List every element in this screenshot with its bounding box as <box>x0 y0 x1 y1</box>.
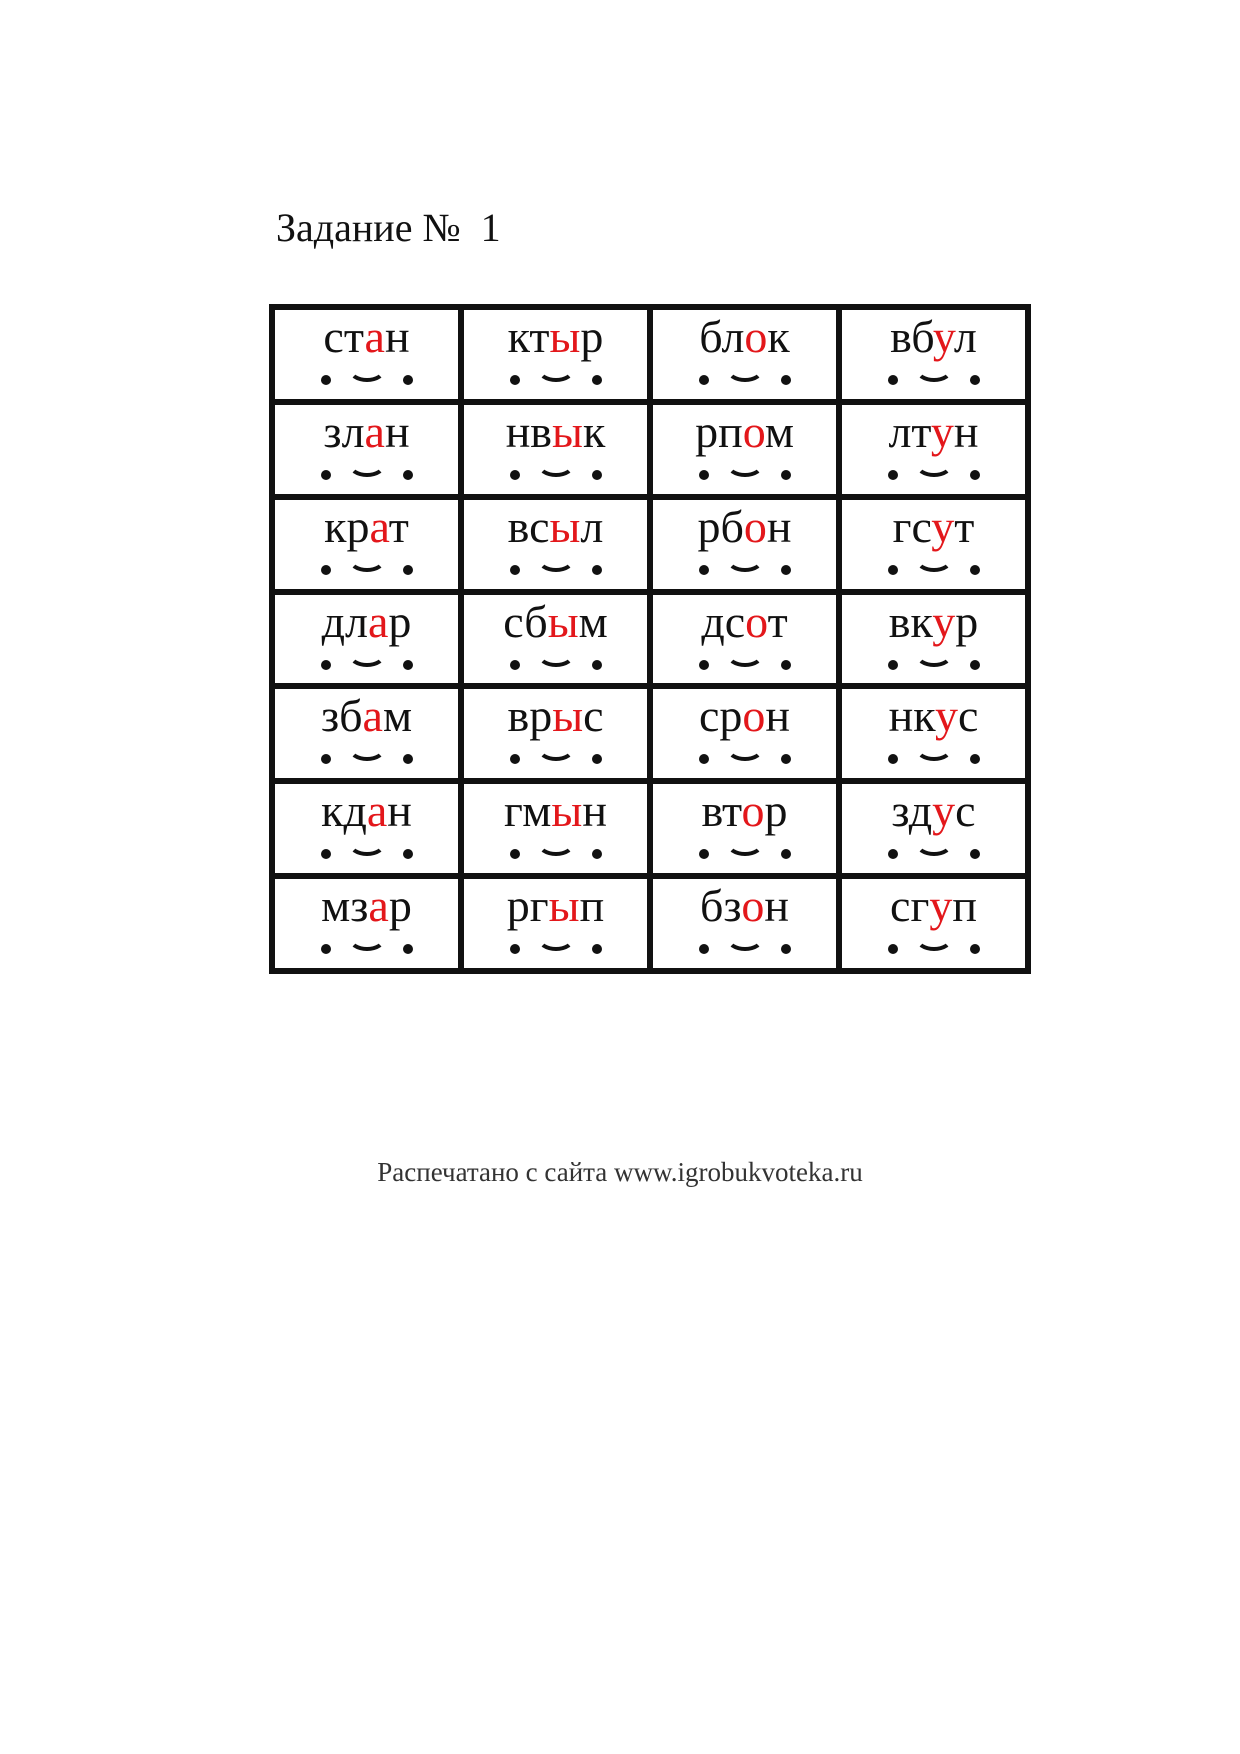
word-vowel: ы <box>552 405 583 457</box>
consonant-dot-icon <box>321 470 331 480</box>
consonant-dot-icon <box>970 849 980 859</box>
word-consonant-end: н <box>764 880 789 932</box>
word-consonant-end: н <box>766 500 792 552</box>
syllable-word <box>275 311 458 362</box>
merge-arc-icon <box>915 546 953 572</box>
consonant-dot-icon <box>403 660 413 670</box>
syllable-scheme <box>699 368 791 390</box>
word-vowel: а <box>369 500 389 552</box>
word-consonants-start: кр <box>324 500 370 552</box>
syllable-word <box>842 595 1025 647</box>
consonant-dot-icon <box>699 470 709 480</box>
consonant-dot-icon <box>403 849 413 859</box>
consonant-dot-icon <box>781 375 791 385</box>
word-vowel: у <box>930 405 954 457</box>
word-vowel: у <box>932 785 956 837</box>
merge-arc-icon <box>726 451 764 477</box>
syllable-word <box>842 405 1025 457</box>
syllable-scheme <box>888 747 980 769</box>
consonant-dot-icon <box>403 565 413 575</box>
word-vowel: у <box>932 311 954 362</box>
syllable-scheme <box>321 463 413 485</box>
consonant-dot-icon <box>321 849 331 859</box>
consonant-dot-icon <box>699 754 709 764</box>
merge-arc-icon <box>915 735 953 761</box>
consonant-dot-icon <box>781 565 791 575</box>
consonant-dot-icon <box>888 565 898 575</box>
word-consonants-start: рп <box>695 405 743 457</box>
consonant-dot-icon <box>888 849 898 859</box>
word-cell <box>464 595 647 684</box>
syllable-word <box>464 690 647 742</box>
syllable-word <box>275 880 458 932</box>
word-consonants-start: дс <box>701 595 746 647</box>
merge-arc-icon <box>537 735 575 761</box>
merge-arc-icon <box>726 925 764 951</box>
merge-arc-icon <box>348 925 386 951</box>
word-cell <box>275 595 458 684</box>
word-cell <box>464 310 647 399</box>
syllable-word <box>653 405 836 457</box>
consonant-dot-icon <box>888 754 898 764</box>
consonant-dot-icon <box>403 470 413 480</box>
merge-arc-icon <box>726 830 764 856</box>
consonant-dot-icon <box>699 565 709 575</box>
consonant-dot-icon <box>510 944 520 954</box>
word-consonant-end: м <box>578 595 608 647</box>
syllable-scheme <box>888 463 980 485</box>
syllable-scheme <box>321 368 413 390</box>
syllable-word <box>464 405 647 457</box>
word-consonants-start: вт <box>701 785 742 837</box>
word-vowel: у <box>932 595 956 647</box>
consonant-dot-icon <box>781 660 791 670</box>
word-consonant-end: м <box>764 405 794 457</box>
consonant-dot-icon <box>781 754 791 764</box>
word-cell <box>464 879 647 968</box>
syllable-word <box>275 405 458 457</box>
syllable-word <box>842 880 1025 932</box>
word-vowel: о <box>742 690 766 742</box>
word-vowel: о <box>743 500 767 552</box>
word-cell <box>653 500 836 589</box>
syllable-scheme <box>510 937 602 959</box>
consonant-dot-icon <box>781 849 791 859</box>
word-consonant-end: н <box>582 785 607 837</box>
syllable-scheme <box>888 558 980 580</box>
footer-source-text: Распечатано с сайта www.igrobukvoteka.ru <box>377 1157 863 1187</box>
word-consonants-start: лт <box>888 405 931 457</box>
syllable-word <box>464 595 647 647</box>
consonant-dot-icon <box>699 849 709 859</box>
word-consonants-start: зл <box>323 405 365 457</box>
merge-arc-icon <box>915 451 953 477</box>
word-vowel: а <box>364 405 385 457</box>
consonant-dot-icon <box>781 470 791 480</box>
word-consonants-start: зд <box>891 785 933 837</box>
word-cell <box>653 689 836 778</box>
merge-arc-icon <box>726 641 764 667</box>
consonant-dot-icon <box>510 849 520 859</box>
word-cell <box>464 405 647 494</box>
word-consonant-end: н <box>765 690 791 742</box>
syllable-scheme <box>510 747 602 769</box>
word-consonants-start: вк <box>888 595 933 647</box>
word-consonant-end: т <box>388 500 409 552</box>
merge-arc-icon <box>348 735 386 761</box>
word-consonants-start: кд <box>321 785 367 837</box>
word-consonant-end: н <box>387 785 412 837</box>
syllable-word <box>653 500 836 552</box>
syllable-scheme <box>888 842 980 864</box>
word-cell <box>275 879 458 968</box>
word-consonants-start: вр <box>507 690 553 742</box>
word-consonant-end: м <box>382 690 413 742</box>
consonant-dot-icon <box>888 375 898 385</box>
word-vowel: ы <box>549 311 581 362</box>
syllable-scheme <box>699 842 791 864</box>
consonant-dot-icon <box>888 944 898 954</box>
word-consonants-start: вб <box>890 311 933 362</box>
consonant-dot-icon <box>321 754 331 764</box>
syllable-scheme <box>321 747 413 769</box>
syllable-word <box>275 785 458 837</box>
consonant-dot-icon <box>970 375 980 385</box>
word-consonants-start: дл <box>321 595 368 647</box>
word-consonant-end: т <box>954 500 975 552</box>
consonant-dot-icon <box>888 660 898 670</box>
syllable-word <box>464 311 647 362</box>
word-cell <box>275 500 458 589</box>
word-cell <box>275 784 458 873</box>
merge-arc-icon <box>726 356 764 382</box>
syllable-scheme <box>699 558 791 580</box>
word-consonant-end: р <box>580 311 604 362</box>
syllable-scheme <box>321 842 413 864</box>
word-consonants-start: рб <box>697 500 744 552</box>
syllable-scheme <box>888 937 980 959</box>
word-cell <box>842 405 1025 494</box>
word-consonant-end: т <box>767 595 788 647</box>
merge-arc-icon <box>915 925 953 951</box>
word-vowel: о <box>745 595 768 647</box>
consonant-dot-icon <box>699 944 709 954</box>
task-title: Задание № 1 <box>276 205 501 250</box>
word-vowel: о <box>744 311 768 362</box>
word-cell <box>842 689 1025 778</box>
consonant-dot-icon <box>970 944 980 954</box>
consonant-dot-icon <box>510 660 520 670</box>
consonant-dot-icon <box>321 944 331 954</box>
consonant-dot-icon <box>699 660 709 670</box>
merge-arc-icon <box>348 641 386 667</box>
word-consonants-start: бз <box>700 880 742 932</box>
syllable-word <box>653 595 836 647</box>
consonant-dot-icon <box>510 754 520 764</box>
word-consonant-end: л <box>953 311 977 362</box>
merge-arc-icon <box>348 546 386 572</box>
consonant-dot-icon <box>510 565 520 575</box>
syllable-word <box>464 500 647 552</box>
syllable-scheme <box>888 368 980 390</box>
word-vowel: о <box>741 880 765 932</box>
word-consonant-end: к <box>767 311 790 362</box>
syllable-scheme <box>510 842 602 864</box>
word-cell <box>464 500 647 589</box>
word-consonant-end: н <box>384 311 410 362</box>
syllable-scheme <box>888 653 980 675</box>
syllable-word <box>653 311 836 362</box>
word-consonant-end: с <box>955 785 976 837</box>
word-vowel: у <box>931 500 955 552</box>
consonant-dot-icon <box>403 375 413 385</box>
word-cell <box>653 879 836 968</box>
consonant-dot-icon <box>510 375 520 385</box>
word-cell <box>842 784 1025 873</box>
word-consonant-end: с <box>957 690 979 742</box>
word-vowel: а <box>368 880 389 932</box>
word-vowel: ы <box>547 595 579 647</box>
word-vowel: о <box>741 785 765 837</box>
syllable-scheme <box>510 463 602 485</box>
merge-arc-icon <box>537 451 575 477</box>
word-vowel: а <box>364 311 385 362</box>
consonant-dot-icon <box>592 660 602 670</box>
word-consonants-start: вс <box>507 500 550 552</box>
merge-arc-icon <box>537 641 575 667</box>
consonant-dot-icon <box>888 470 898 480</box>
syllable-word <box>842 500 1025 552</box>
word-cell <box>653 595 836 684</box>
merge-arc-icon <box>537 356 575 382</box>
word-vowel: а <box>367 595 389 647</box>
word-vowel: о <box>742 405 765 457</box>
word-consonants-start: мз <box>321 880 369 932</box>
word-consonants-start: нк <box>888 690 935 742</box>
merge-arc-icon <box>348 451 386 477</box>
word-consonants-start: ср <box>698 690 743 742</box>
word-consonant-end: п <box>952 880 977 932</box>
consonant-dot-icon <box>403 754 413 764</box>
word-consonant-end: к <box>582 405 606 457</box>
consonant-dot-icon <box>510 470 520 480</box>
consonant-dot-icon <box>321 565 331 575</box>
word-consonant-end: н <box>384 405 410 457</box>
word-cell <box>842 595 1025 684</box>
syllable-word <box>842 690 1025 742</box>
merge-arc-icon <box>537 925 575 951</box>
word-consonants-start: зб <box>320 690 363 742</box>
syllable-word <box>653 785 836 837</box>
syllable-scheme <box>321 558 413 580</box>
consonant-dot-icon <box>592 944 602 954</box>
word-vowel: ы <box>551 785 583 837</box>
word-consonants-start: бл <box>699 311 745 362</box>
merge-arc-icon <box>726 735 764 761</box>
word-consonant-end: с <box>583 690 604 742</box>
merge-arc-icon <box>537 546 575 572</box>
consonant-dot-icon <box>970 660 980 670</box>
merge-arc-icon <box>915 641 953 667</box>
syllable-word <box>464 880 647 932</box>
syllable-scheme <box>510 368 602 390</box>
word-vowel: а <box>366 785 388 837</box>
consonant-dot-icon <box>592 470 602 480</box>
word-cell <box>464 784 647 873</box>
word-cell <box>842 500 1025 589</box>
syllable-scheme <box>321 653 413 675</box>
word-consonants-start: гс <box>892 500 932 552</box>
word-vowel: у <box>929 880 953 932</box>
syllable-word <box>275 500 458 552</box>
word-cell <box>653 784 836 873</box>
merge-arc-icon <box>537 830 575 856</box>
word-vowel: ы <box>549 500 581 552</box>
word-vowel: у <box>934 690 958 742</box>
syllable-word <box>653 690 836 742</box>
consonant-dot-icon <box>321 375 331 385</box>
syllable-scheme <box>699 463 791 485</box>
syllable-scheme <box>510 558 602 580</box>
syllable-scheme <box>510 653 602 675</box>
syllable-word <box>842 311 1025 362</box>
word-consonant-end: р <box>764 785 788 837</box>
consonant-dot-icon <box>699 375 709 385</box>
word-consonant-end: н <box>953 405 979 457</box>
word-cell <box>653 405 836 494</box>
merge-arc-icon <box>915 830 953 856</box>
word-vowel: ы <box>552 690 584 742</box>
word-cell <box>842 310 1025 399</box>
word-vowel: а <box>362 690 383 742</box>
syllable-word <box>842 785 1025 837</box>
word-consonants-start: рг <box>506 880 549 932</box>
word-consonants-start: сб <box>503 595 548 647</box>
syllable-word <box>464 785 647 837</box>
syllable-word <box>653 880 836 932</box>
word-cell <box>275 405 458 494</box>
word-consonant-end: п <box>579 880 605 932</box>
word-consonant-end: р <box>955 595 979 647</box>
merge-arc-icon <box>348 356 386 382</box>
syllable-scheme <box>699 653 791 675</box>
merge-arc-icon <box>348 830 386 856</box>
merge-arc-icon <box>915 356 953 382</box>
word-cell <box>275 310 458 399</box>
consonant-dot-icon <box>592 849 602 859</box>
word-consonants-start: ст <box>323 311 365 362</box>
merge-arc-icon <box>726 546 764 572</box>
consonant-dot-icon <box>970 565 980 575</box>
word-consonants-start: сг <box>890 880 930 932</box>
word-cell <box>275 689 458 778</box>
syllable-scheme <box>699 747 791 769</box>
word-vowel: ы <box>548 880 580 932</box>
consonant-dot-icon <box>970 754 980 764</box>
syllable-word <box>275 690 458 742</box>
consonant-dot-icon <box>403 944 413 954</box>
consonant-dot-icon <box>592 565 602 575</box>
word-grid <box>269 304 1031 974</box>
word-cell <box>464 689 647 778</box>
word-consonant-end: л <box>580 500 604 552</box>
word-cell <box>653 310 836 399</box>
consonant-dot-icon <box>781 944 791 954</box>
syllable-scheme <box>321 937 413 959</box>
word-consonants-start: кт <box>507 311 550 362</box>
consonant-dot-icon <box>592 754 602 764</box>
word-cell <box>842 879 1025 968</box>
consonant-dot-icon <box>321 660 331 670</box>
word-consonant-end: р <box>388 595 412 647</box>
word-consonant-end: р <box>388 880 412 932</box>
word-consonants-start: нв <box>505 405 553 457</box>
consonant-dot-icon <box>970 470 980 480</box>
consonant-dot-icon <box>592 375 602 385</box>
syllable-word <box>275 595 458 647</box>
word-consonants-start: гм <box>504 785 552 837</box>
syllable-scheme <box>699 937 791 959</box>
